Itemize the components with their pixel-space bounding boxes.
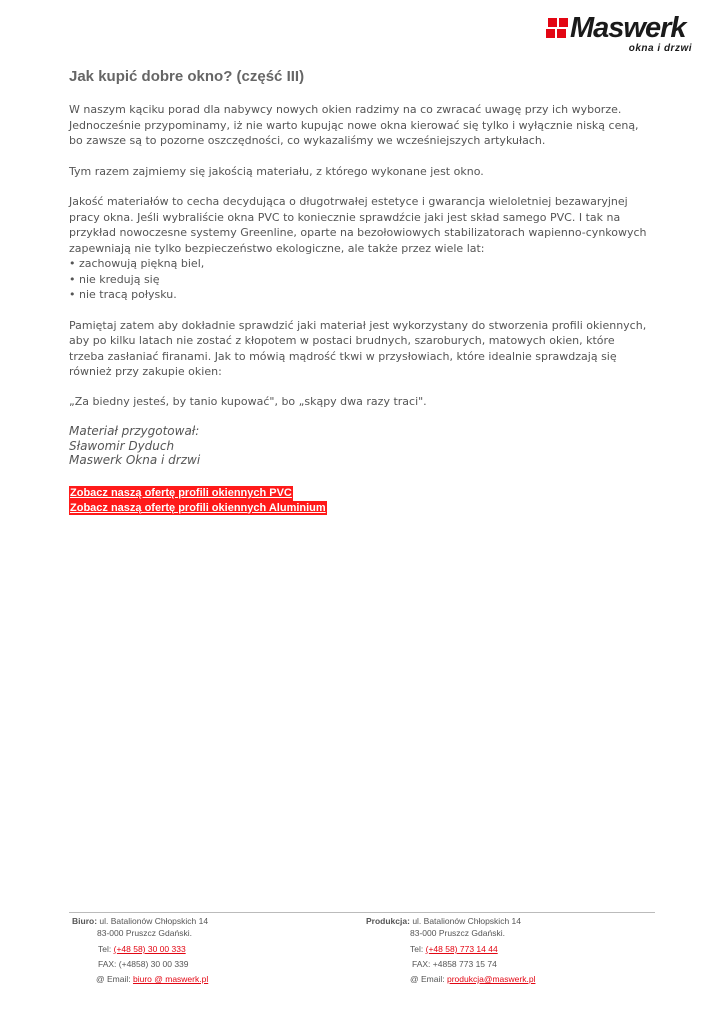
benefits-list	[0, 256, 580, 303]
office-email-link[interactable]: biuro @ maswerk.pl	[132, 974, 209, 984]
proverb-quote: „Za biedny jesteś, by tanio kupować", bo „skąpy dwa razy traci".	[69, 394, 427, 408]
office-phone-link[interactable]: (+48 58) 30 00 333	[113, 944, 186, 954]
logo-tagline: okna i drzwi	[628, 43, 692, 54]
article-body	[69, 102, 649, 468]
paragraph-advice: Pamiętaj zatem aby dokładnie sprawdzić jaki materiał jest wykorzystany do stworzenia profili okiennych, aby po kilku latach nie zostać z kłopotem w postaci brudnych, szaroburych, matowych okien, które trzeba zasłaniać firanami. Jak to mówią mądrość tkwi w przysłowiach, które idealnie sprawdzają się również przy zakupie okien:	[69, 318, 647, 378]
paragraph-topic: Tym razem zajmiemy się jakością materiału, z którego wykonane jest okno.	[69, 164, 484, 178]
office-street: ul. Batalionów Chłopskich 14	[99, 916, 209, 926]
office-city: 83-000 Pruszcz Gdański.	[97, 928, 192, 938]
production-email-label: @ Email:	[410, 974, 445, 984]
production-tel-label: Tel:	[410, 944, 424, 954]
list-item: • zachowują piękną biel,	[69, 257, 205, 270]
office-label: Biuro:	[72, 916, 98, 926]
production-city: 83-000 Pruszcz Gdański.	[410, 928, 505, 938]
office-fax: FAX: (+4858) 30 00 339	[98, 959, 189, 969]
logo-mark-icon	[544, 18, 570, 40]
paragraph-intro: W naszym kąciku porad dla nabywcy nowych okien radzimy na co zwracać uwagę przy ich wyborze. Jednocześnie przypominamy, iż nie warto kupując nowe okna kierować się tylko i wyłącznie niską ceną, bo zawsze są to pozorne oszczędności, co wykazaliśmy we wcześniejszych artykułach.	[69, 103, 639, 147]
list-item: • nie kredują się	[69, 272, 160, 286]
office-email-label: @ Email:	[96, 974, 131, 984]
pvc-offer-link[interactable]: Zobacz naszą ofertę profili okiennych PVC	[70, 487, 292, 499]
production-label: Produkcja:	[366, 916, 410, 926]
footer-office	[72, 915, 208, 985]
offer-links	[69, 486, 327, 515]
signature-company: Maswerk Okna i drzwi	[69, 453, 201, 467]
aluminium-offer-link[interactable]: Zobacz naszą ofertę profili okiennych Aluminium	[70, 501, 326, 514]
office-tel-label: Tel:	[98, 944, 112, 954]
production-fax: FAX: +4858 773 15 74	[412, 959, 497, 969]
maswerk-logo[interactable]	[544, 14, 694, 56]
signature-line: Materiał przygotował:	[69, 424, 200, 438]
author-signature	[69, 424, 649, 468]
footer-divider	[69, 912, 655, 913]
production-email-link[interactable]: produkcja@maswerk.pl	[446, 974, 536, 984]
logo-wordmark: Maswerk	[570, 12, 686, 44]
signature-author: Sławomir Dyduch	[69, 438, 175, 453]
list-item: • nie tracą połysku.	[69, 288, 177, 301]
production-phone-link[interactable]: (+48 58) 773 14 44	[425, 944, 498, 954]
article-title: Jak kupić dobre okno? (część III)	[69, 68, 305, 85]
paragraph-materials: Jakość materiałów to cecha decydująca o długotrwałej estetyce i gwarancja wieloletniej bezawaryjnej pracy okna. Jeśli wybraliście okna PVC to koniecznie sprawdźcie jaki jest skład samego PVC. I tak na przykład nowoczesne systemy Greenline, oparte na bezołowiowych stabilizatorach wapienno-cynkowych zapewniają nie tylko bezpieczeństwo ekologiczne, ale także przez wiele lat:	[69, 195, 647, 255]
production-street: ul. Batalionów Chłopskich 14	[412, 916, 521, 926]
footer-production	[366, 915, 536, 985]
